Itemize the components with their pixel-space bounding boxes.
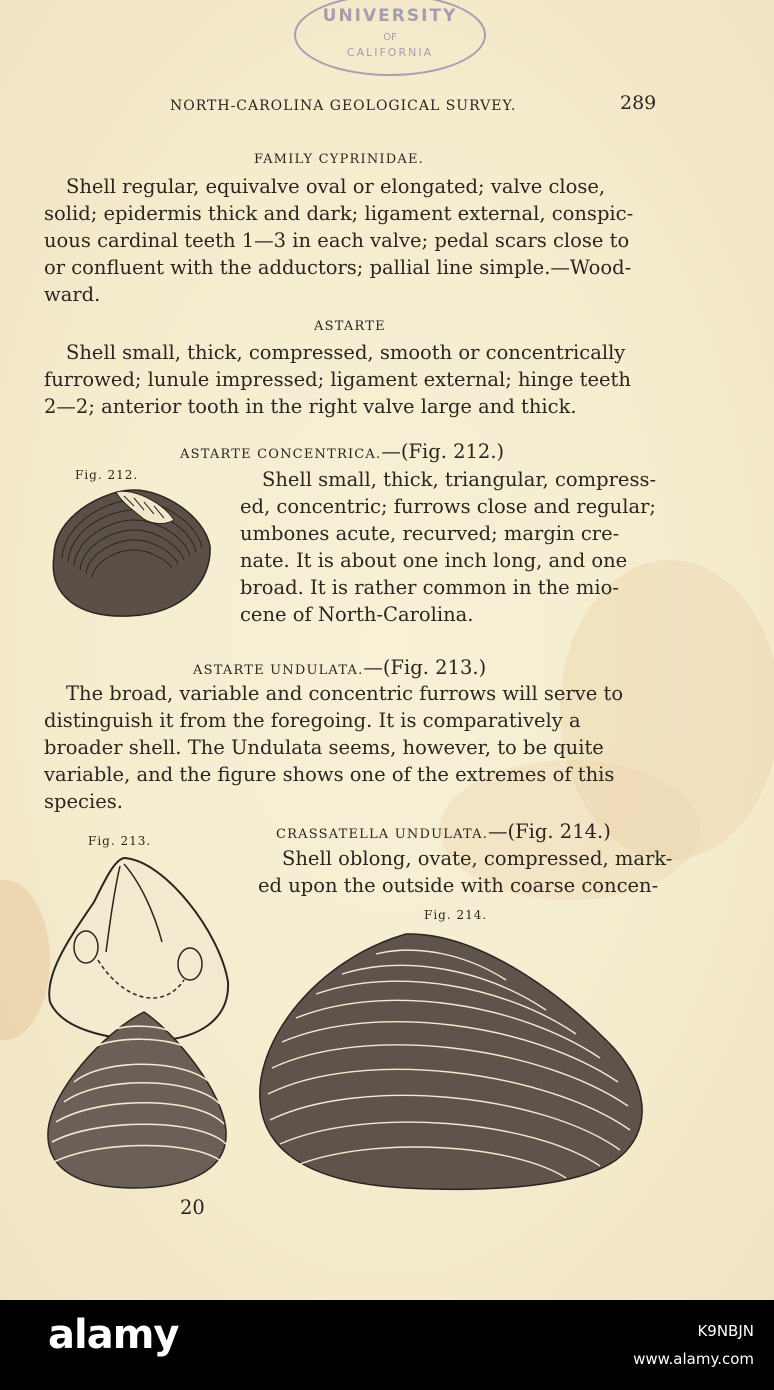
fig-214-shell-illustration (256, 930, 650, 1192)
running-head: NORTH-CAROLINA GEOLOGICAL SURVEY. (170, 98, 517, 114)
fig-214-label: Fig. 214. (424, 908, 488, 922)
fig-213-label: Fig. 213. (88, 834, 152, 848)
text-line: furrowed; lunule impressed; ligament external; hinge teeth (44, 368, 631, 391)
species-name: ASTARTE CONCENTRICA. (180, 447, 382, 462)
watermark-footer (0, 1300, 774, 1390)
text-line: Shell small, thick, compressed, smooth or concentrically (66, 341, 626, 364)
text-line: species. (44, 790, 123, 813)
text-line: uous cardinal teeth 1—3 in each valve; pedal scars close to (44, 229, 630, 252)
fig-213-shell-illustration (44, 852, 234, 1192)
text-line: broader shell. The Undulata seems, however, to be quite (44, 736, 604, 759)
text-line: Shell regular, equivalve oval or elongated; valve close, (66, 175, 606, 198)
species-name: CRASSATELLA UNDULATA. (276, 827, 489, 842)
figure-ref: —(Fig. 212.) (381, 440, 505, 463)
concentrica-heading (180, 438, 504, 468)
family-heading: FAMILY CYPRINIDAE. (254, 152, 424, 167)
fig-212-label: Fig. 212. (75, 468, 139, 482)
text-line: ed upon the outside with coarse concen- (258, 874, 659, 897)
text-line: cene of North-Carolina. (240, 603, 474, 626)
text-line: broad. It is rather common in the mio- (240, 576, 619, 599)
image-id: K9NBJN (697, 1322, 754, 1340)
text-line: Shell small, thick, triangular, compress- (262, 468, 657, 491)
figure-ref: —(Fig. 214.) (488, 820, 611, 843)
page-number: 289 (620, 92, 657, 114)
text-line: nate. It is about one inch long, and one (240, 549, 628, 572)
text-line: The broad, variable and concentric furrows will serve to (66, 682, 624, 705)
text-line: umbones acute, recurved; margin cre- (240, 522, 620, 545)
paper-stain (0, 880, 50, 1040)
signature-mark: 20 (180, 1196, 205, 1219)
text-line: variable, and the figure shows one of the extremes of this (44, 763, 615, 786)
text-line: ed, concentric; furrows close and regular; (240, 495, 656, 518)
alamy-logo: alamy (48, 1312, 179, 1358)
text-line: or confluent with the adductors; pallial line simple.—Wood- (44, 256, 632, 279)
figure-ref: —(Fig. 213.) (363, 656, 487, 679)
text-line: distinguish it from the foregoing. It is comparatively a (44, 709, 581, 732)
text-line: Shell oblong, ovate, compressed, mark- (282, 847, 673, 870)
species-name: ASTARTE UNDULATA. (193, 663, 364, 678)
site-url: www.alamy.com (633, 1350, 754, 1368)
library-stamp: UNIVERSITY OF CALIFORNIA (294, 0, 486, 76)
text-line: 2—2; anterior tooth in the right valve large and thick. (44, 395, 577, 418)
fig-212-shell-illustration (44, 486, 212, 618)
text-line: solid; epidermis thick and dark; ligament external, conspic- (44, 202, 634, 225)
text-line: ward. (44, 283, 101, 306)
crassatella-heading (276, 818, 611, 848)
astarte-heading: ASTARTE (314, 319, 386, 334)
